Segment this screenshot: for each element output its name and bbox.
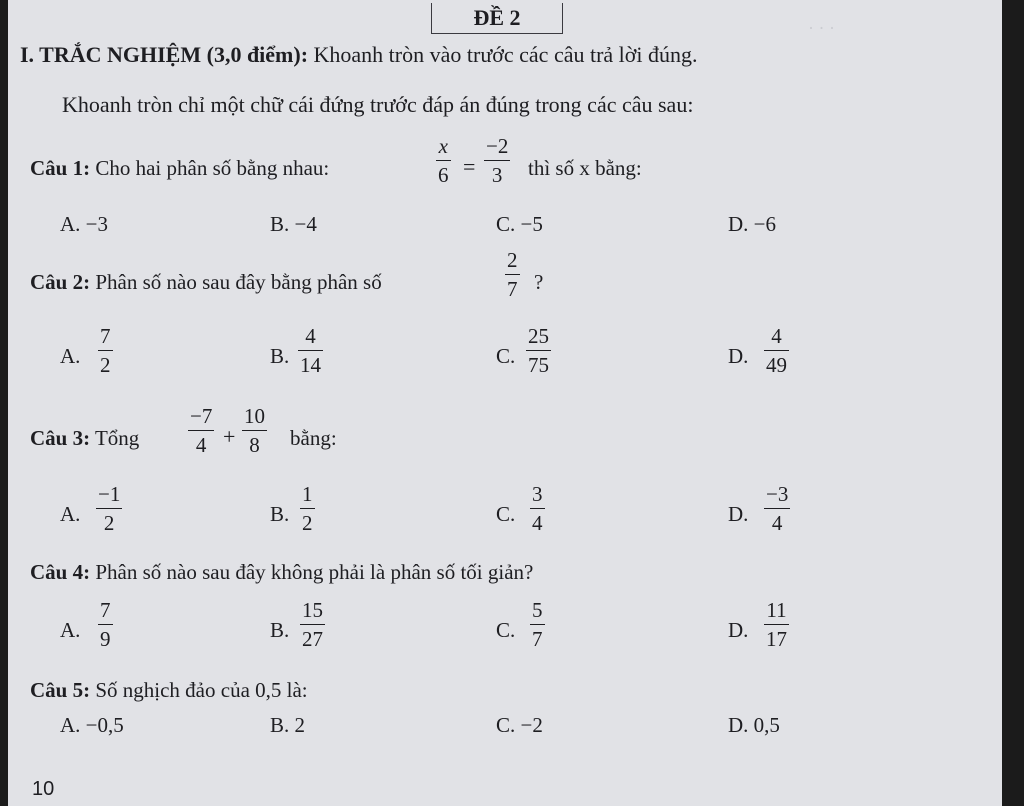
q1-text-after: thì số x bằng: xyxy=(528,156,642,180)
q2-label: Câu 2: xyxy=(30,270,91,294)
q1-option-a: A. −3 xyxy=(60,212,109,236)
q1-label: Câu 1: xyxy=(30,156,91,180)
q3-option-d-den: 4 xyxy=(771,511,783,535)
q2-option-b-letter: B. xyxy=(270,344,290,368)
q3-option-a-num: −1 xyxy=(98,482,121,506)
q4-option-c-num: 5 xyxy=(532,598,543,622)
q3-option-d-letter: D. xyxy=(728,502,749,526)
q2-option-a-frac xyxy=(98,324,113,377)
q3-frac2-num: 10 xyxy=(244,404,265,428)
q3-frac2-den: 8 xyxy=(249,433,260,457)
q1-text: Cho hai phân số bằng nhau: xyxy=(95,156,330,180)
q3-option-a-den: 2 xyxy=(103,511,115,535)
q2-frac-den: 7 xyxy=(507,277,518,301)
q4-option-b-num: 15 xyxy=(302,598,323,622)
q5-option-d: D. 0,5 xyxy=(728,713,780,737)
q3-option-b-den: 2 xyxy=(302,511,313,535)
q2-option-a-num: 7 xyxy=(100,324,111,348)
q3-stem xyxy=(30,426,139,451)
q3-option-a-letter: A. xyxy=(60,502,81,526)
q4-option-b-den: 27 xyxy=(302,627,323,651)
q4-option-d-num: 11 xyxy=(766,598,787,622)
q1-frac-neg2-3 xyxy=(484,134,510,187)
q2-option-d-num: 4 xyxy=(771,324,782,348)
q3-option-c-frac xyxy=(530,482,545,535)
q2-option-c-num: 25 xyxy=(528,324,549,348)
q3-option-d-frac xyxy=(764,482,790,535)
q4-option-a-frac xyxy=(98,598,113,651)
q4-option-d-den: 17 xyxy=(766,627,787,651)
q4-text: Phân số nào sau đây không phải là phân số tối giản? xyxy=(95,560,534,584)
q1-stem xyxy=(30,156,329,181)
q3-frac-neg7-4 xyxy=(188,404,214,457)
q4-option-b-frac xyxy=(300,598,325,651)
q4-stem xyxy=(30,560,533,585)
q1-frac1-num: x xyxy=(438,134,448,158)
q1-equals: = xyxy=(463,154,476,179)
q3-frac-10-8 xyxy=(242,404,267,457)
q2-option-b-frac xyxy=(298,324,323,377)
q3-option-c-letter: C. xyxy=(496,502,516,526)
exam-title: ĐỀ 2 xyxy=(431,3,563,34)
q4-option-b-letter: B. xyxy=(270,618,290,642)
q4-option-a-den: 9 xyxy=(100,627,111,651)
section-heading-rest: Khoanh tròn vào trước các câu trả lời đúng. xyxy=(308,42,698,67)
q5-option-b: B. 2 xyxy=(270,713,306,737)
q1-frac1-den: 6 xyxy=(438,163,449,187)
q2-option-c-frac xyxy=(526,324,551,377)
q3-frac1-num: −7 xyxy=(190,404,213,428)
q5-stem xyxy=(30,678,308,703)
q2-option-a-den: 2 xyxy=(100,353,111,377)
q2-text: Phân số nào sau đây bằng phân số xyxy=(95,270,382,294)
q2-stem xyxy=(30,270,382,295)
section-heading xyxy=(20,42,698,68)
q2-option-c-den: 75 xyxy=(528,353,549,377)
q1-frac2-num: −2 xyxy=(486,134,509,158)
q3-option-b-frac xyxy=(300,482,315,535)
q5-text: Số nghịch đảo của 0,5 là: xyxy=(95,678,308,702)
q3-option-c-den: 4 xyxy=(532,511,543,535)
bleed-through-text: · · · xyxy=(808,18,835,38)
q2-option-b-den: 14 xyxy=(300,353,321,377)
q1-frac2-den: 3 xyxy=(491,163,503,187)
q4-option-c-den: 7 xyxy=(532,627,543,651)
q2-option-d-den: 49 xyxy=(766,353,787,377)
q3-option-a-frac xyxy=(96,482,122,535)
q5-option-c: C. −2 xyxy=(496,713,543,737)
q2-option-d-letter: D. xyxy=(728,344,749,368)
q3-option-b-letter: B. xyxy=(270,502,290,526)
q3-frac1-den: 4 xyxy=(195,433,207,457)
q2-frac-2-7 xyxy=(505,248,520,301)
q3-option-d-num: −3 xyxy=(766,482,789,506)
q4-option-a-letter: A. xyxy=(60,618,81,642)
q4-option-d-frac xyxy=(764,598,789,651)
q2-option-a-letter: A. xyxy=(60,344,81,368)
q2-option-b-num: 4 xyxy=(305,324,316,348)
q5-label: Câu 5: xyxy=(30,678,91,702)
q2-option-c-letter: C. xyxy=(496,344,516,368)
q4-option-d-letter: D. xyxy=(728,618,749,642)
page-number: 10 xyxy=(32,778,55,800)
section-instruction: Khoanh tròn chỉ một chữ cái đứng trước đáp án đúng trong các câu sau: xyxy=(62,92,694,117)
q1-option-b: B. −4 xyxy=(270,212,317,236)
q2-text-after: ? xyxy=(534,270,544,294)
q3-label: Câu 3: xyxy=(30,426,91,450)
q3-option-b-num: 1 xyxy=(302,482,313,506)
q4-option-c-letter: C. xyxy=(496,618,516,642)
q2-option-d-frac xyxy=(764,324,789,377)
q2-frac-num: 2 xyxy=(507,248,518,272)
q1-option-c: C. −5 xyxy=(496,212,543,236)
section-heading-label: I. TRẮC NGHIỆM (3,0 điểm): xyxy=(20,42,309,67)
q4-label: Câu 4: xyxy=(30,560,91,584)
q1-option-d: D. −6 xyxy=(728,212,777,236)
q3-plus: + xyxy=(223,424,236,449)
q4-option-c-frac xyxy=(530,598,545,651)
q3-text-after: bằng: xyxy=(290,426,337,450)
q5-option-a: A. −0,5 xyxy=(60,713,124,737)
q3-option-c-num: 3 xyxy=(532,482,543,506)
q1-frac-x-6 xyxy=(436,134,451,187)
q4-option-a-num: 7 xyxy=(100,598,111,622)
exam-page xyxy=(8,0,1002,806)
q3-text: Tổng xyxy=(94,426,140,450)
